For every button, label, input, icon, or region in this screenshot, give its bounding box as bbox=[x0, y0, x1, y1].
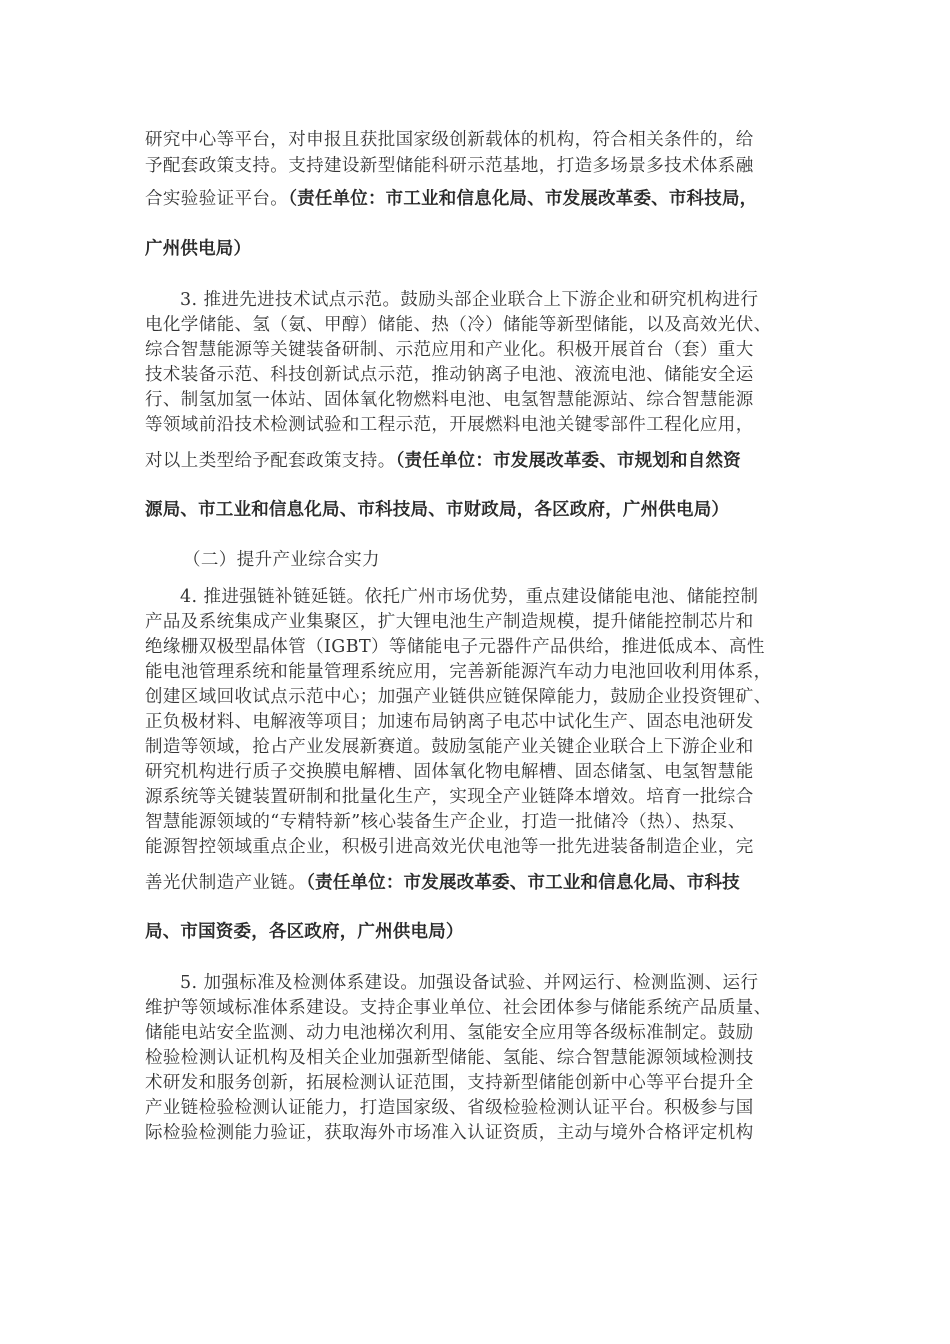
paragraph-line: 产业链检验检测认证能力，打造国家级、省级检验检测认证平台。积极参与国 bbox=[145, 1098, 754, 1118]
paragraph-line bbox=[145, 872, 810, 894]
paragraph-line bbox=[145, 188, 810, 210]
paragraph-line: 产品及系统集成产业集聚区，扩大锂电池生产制造规模，提升储能控制芯片和 bbox=[145, 612, 754, 632]
paragraph-text: 善光伏制造产业链。 bbox=[145, 873, 307, 893]
paragraph-line: 术研发和服务创新，拓展检测认证范围，支持新型储能创新中心等平台提升全 bbox=[145, 1073, 754, 1093]
paragraph-line: 际检验检测能力验证，获取海外市场准入认证资质，主动与境外合格评定机构 bbox=[145, 1123, 754, 1143]
section-heading: （二）提升产业综合实力 bbox=[183, 550, 380, 570]
paragraph-line: 予配套政策支持。支持建设新型储能科研示范基地，打造多场景多技术体系融 bbox=[145, 156, 754, 176]
responsible-units-cont: 源局、市工业和信息化局、市科技局、市财政局，各区政府，广州供电局） bbox=[145, 500, 730, 520]
responsible-units: （责任单位：市工业和信息化局、市发展改革委、市科技局， bbox=[288, 189, 758, 209]
paragraph-line: 能源智控领域重点企业，积极引进高效光伏电池等一批先进装备制造企业，完 bbox=[145, 837, 754, 857]
item-3-title-line: 3. 推进先进技术试点示范。鼓励头部企业联合上下游企业和研究机构进行 bbox=[180, 290, 759, 310]
paragraph-line: 检验检测认证机构及相关企业加强新型储能、氢能、综合智慧能源领域检测技 bbox=[145, 1048, 754, 1068]
paragraph-line: 能电池管理系统和能量管理系统应用，完善新能源汽车动力电池回收利用体系， bbox=[145, 662, 772, 682]
paragraph-text: 对以上类型给予配套政策支持。 bbox=[145, 451, 396, 471]
paragraph-line: 绝缘栅双极型晶体管（IGBT）等储能电子元器件产品供给，推进低成本、高性 bbox=[145, 637, 765, 657]
paragraph-line: 研究机构进行质子交换膜电解槽、固体氧化物电解槽、固态储氢、电氢智慧能 bbox=[145, 762, 754, 782]
responsible-units: （责任单位：市发展改革委、市规划和自然资 bbox=[395, 451, 741, 471]
paragraph-line: 正负极材料、电解液等项目；加速布局钠离子电芯中试化生产、固态电池研发 bbox=[145, 712, 754, 732]
responsible-units-cont: 广州供电局） bbox=[145, 239, 252, 259]
paragraph-line: 技术装备示范、科技创新试点示范，推动钠离子电池、液流电池、储能安全运 bbox=[145, 365, 754, 385]
item-4-title-line: 4. 推进强链补链延链。依托广州市场优势，重点建设储能电池、储能控制 bbox=[180, 587, 759, 607]
paragraph-line: 综合智慧能源等关键装备研制、示范应用和产业化。积极开展首台（套）重大 bbox=[145, 340, 754, 360]
paragraph-line: 储能电站安全监测、动力电池梯次利用、氢能安全应用等各级标准制定。鼓励 bbox=[145, 1023, 754, 1043]
paragraph-line: 电化学储能、氢（氨、甲醇）储能、热（冷）储能等新型储能，以及高效光伏、 bbox=[145, 315, 772, 335]
paragraph-text: 合实验验证平台。 bbox=[145, 189, 289, 209]
paragraph-line: 智慧能源领域的“专精特新”核心装备生产企业，打造一批储冷（热）、热泵、 bbox=[145, 812, 746, 832]
paragraph-line: 研究中心等平台，对申报且获批国家级创新载体的机构，符合相关条件的，给 bbox=[145, 130, 754, 150]
responsible-units: （责任单位：市发展改革委、市工业和信息化局、市科技 bbox=[306, 873, 740, 893]
responsible-units-cont: 局、市国资委，各区政府，广州供电局） bbox=[145, 922, 464, 942]
paragraph-line bbox=[145, 450, 810, 472]
paragraph-line: 等领域前沿技术检测试验和工程示范，开展燃料电池关键零部件工程化应用， bbox=[145, 415, 754, 435]
paragraph-line: 行、制氢加氢一体站、固体氧化物燃料电池、电氢智慧能源站、综合智慧能源 bbox=[145, 390, 754, 410]
paragraph-line: 制造等领域，抢占产业发展新赛道。鼓励氢能产业关键企业联合上下游企业和 bbox=[145, 737, 754, 757]
paragraph-line: 维护等领域标准体系建设。支持企事业单位、社会团体参与储能系统产品质量、 bbox=[145, 998, 772, 1018]
item-5-title-line: 5. 加强标准及检测体系建设。加强设备试验、并网运行、检测监测、运行 bbox=[180, 973, 759, 993]
paragraph-line: 源系统等关键装置研制和批量化生产，实现全产业链降本增效。培育一批综合 bbox=[145, 787, 754, 807]
paragraph-line: 创建区域回收试点示范中心；加强产业链供应链保障能力，鼓励企业投资锂矿、 bbox=[145, 687, 772, 707]
